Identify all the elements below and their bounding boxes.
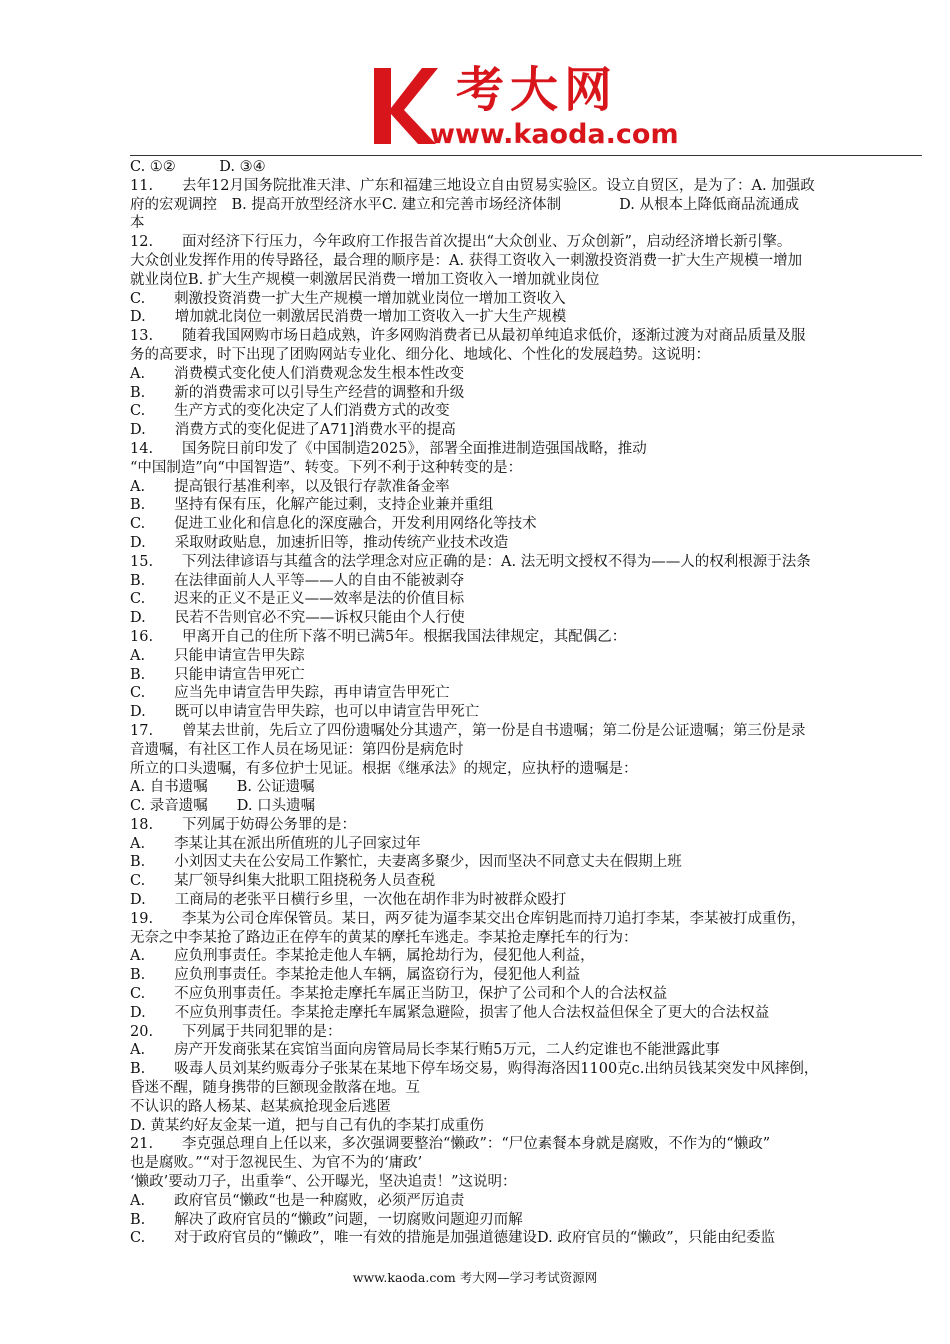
- text-line: B. 坚持有保有压，化解产能过剩，支持企业兼并重组: [130, 497, 494, 514]
- text-line: A. 自书遗嘱 B. 公证遗嘱: [130, 779, 315, 796]
- text-line: 大众创业发挥作用的传导路径，最合理的顺序是：A. 获得工资收入一刺激投资消费一扩大生产规模一增加: [130, 252, 803, 269]
- text-line: C. 录音遗嘱 D. 口头遗嘱: [130, 798, 316, 815]
- text-line: A. 提高银行基准利率，以及银行存款准备金率: [130, 478, 450, 495]
- text-line: B. 解决了政府官员的“懒政”问题，一切腐败问题迎刃而解: [130, 1211, 523, 1228]
- text-line: 就业岗位B. 扩大生产规模一刺激居民消费一增加工资收入一增加就业岗位: [130, 271, 600, 288]
- page-footer: www.kaoda.com 考大网—学习考试资源网: [352, 1270, 598, 1285]
- text-line: 无奈之中李某抢了路边正在停车的黄某的摩托车逃走。李某抢走摩托车的行为：: [130, 929, 638, 946]
- text-line: D. 黄某约好友金某一道，把与自己有仇的李某打成重伤: [130, 1117, 484, 1134]
- text-line: C. 促进工业化和信息化的深度融合，开发利用网络化等技术: [130, 516, 537, 533]
- text-line: D. 采取财政贴息，加速折旧等，推动传统产业技术改造: [130, 534, 509, 551]
- text-line: 务的高要求，时下出现了团购网站专业化、细分化、地域化、个性化的发展趋势。这说明：: [130, 346, 710, 363]
- text-line: A. 李某让其在派出所值班的儿子回家过年: [130, 835, 421, 852]
- text-line: D. 不应负刑事责任。李某抢走摩托车属紧急避险，损害了他人合法权益但保全了更大的合法权益: [130, 1004, 770, 1021]
- text-line: 20. 下列属于共同犯罪的是：: [130, 1023, 342, 1040]
- text-line: 府的宏观调控 B. 提高开放型经济水平C. 建立和完善市场经济体制 D. 从根本上降低商品流通成: [130, 196, 799, 213]
- text-line: 音遗嘱，有社区工作人员在场见证：第四份是病危时: [130, 741, 464, 758]
- text-line: 12. 面对经济下行压力，今年政府工作报告首次提出“大众创业、万众创新”，启动经济增长新引擎。: [130, 234, 792, 251]
- text-line: ‘懒政’要动刀子，出重拳“、公开曝光，坚决追责！”这说明：: [130, 1174, 517, 1191]
- text-line: B. 只能申请宣告甲死亡: [130, 666, 305, 683]
- text-line: 19. 李某为公司仓库保管员。某日，两歹徒为逼李某交出仓库钥匙而持刀追打李某，李某被打成重伤，: [130, 910, 806, 927]
- text-line: D. 消费方式的变化促进了A71]消费水平的提高: [130, 422, 456, 439]
- text-line: C. 不应负刑事责任。李某抢走摩托车属正当防卫，保护了公司和个人的合法权益: [130, 986, 668, 1003]
- text-line: C. 应当先申请宣告甲失踪，再申请宣告甲死亡: [130, 685, 450, 702]
- text-line: C. 生产方式的变化决定了人们消费方式的改变: [130, 403, 450, 420]
- text-line: D. 工商局的老张平日横行乡里，一次他在胡作非为时被群众殴打: [130, 892, 567, 909]
- text-line: C. 迟来的正义不是正义——效率是法的价值目标: [130, 591, 465, 608]
- text-line: A. 房产开发商张某在宾馆当面向房管局局长李某行贿5万元，二人约定谁也不能泄露此事: [130, 1042, 720, 1059]
- text-line: 14. 国务院日前印发了《中国制造2025》，部署全面推进制造强国战略，推动: [130, 440, 647, 457]
- text-line: 18. 下列属于妨碍公务罪的是：: [130, 816, 357, 833]
- kaoda-logo[interactable]: [370, 62, 700, 154]
- text-line: A. 只能申请宣告甲失踪: [130, 647, 305, 664]
- text-line: B. 小刘因丈夫在公安局工作繁忙，夫妻离多聚少，因而坚决不同意丈夫在假期上班: [130, 854, 682, 871]
- text-line: 昏迷不醒，随身携带的巨额现金散落在地。互: [130, 1080, 420, 1097]
- text-line: 17. 曾某去世前，先后立了四份遗嘱处分其遗产，第一份是自书遗嘱；第二份是公证遗嘱；第三份是录: [130, 722, 806, 739]
- text-line: B. 应负刑事责任。李某抢走他人车辆，属盗窃行为，侵犯他人利益: [130, 967, 581, 984]
- text-line: 13. 随着我国网购市场日趋成熟，许多网购消费者已从最初单纯追求低价，逐渐过渡为对商品质量及服: [130, 328, 806, 345]
- text-line: A. 应负刑事责任。李某抢走他人车辆，属抢劫行为，侵犯他人利益，: [130, 948, 595, 965]
- logo-text: 考大网: [456, 62, 619, 118]
- text-line: “中国制造”向“中国智造”、转变。下列不利于这种转变的是：: [130, 459, 523, 476]
- document-body: [130, 158, 925, 1248]
- text-line: 21. 李克强总理自上任以来，多次强调要整治“懒政”：“尸位素餐本身就是腐败，不作为的“懒政”: [130, 1136, 771, 1153]
- text-line: D. 民若不告则官必不究——诉权只能由个人行使: [130, 610, 465, 627]
- text-line: C. 某厂领导纠集大批职工阻挠税务人员查税: [130, 873, 436, 890]
- text-line: D. 增加就北岗位一刺激居民消费一增加工资收入一扩大生产规模: [130, 309, 567, 326]
- text-line: B. 新的消费需求可以引导生产经营的调整和升级: [130, 384, 465, 401]
- k-logo-icon: [370, 64, 438, 148]
- text-line: D. 既可以申请宣告甲失踪，也可以申请宣告甲死亡: [130, 704, 480, 721]
- text-line: C. ①② D. ③④: [130, 159, 266, 175]
- text-line: 不认识的路人杨某、赵某疯抢现金后逃匿: [130, 1098, 391, 1115]
- text-line: B. 吸毒人员刘某约贩毒分子张某在某地下停车场交易，购得海洛因1100克c.出纳员钱某突发中风摔倒，: [130, 1061, 819, 1078]
- text-line: B. 在法律面前人人平等——人的自由不能被剥夺: [130, 572, 465, 589]
- text-line: 所立的口头遗嘱，有多位护士见证。根据《继承法》的规定，应执杼的遗嘱是：: [130, 760, 638, 777]
- header-divider: [130, 155, 922, 156]
- text-line: 也是腐败。”“对于忽视民生、为官不为的‘庸政’: [130, 1155, 423, 1172]
- text-line: 15. 下列法律谚语与其蕴含的法学理念对应正确的是：A. 法无明文授权不得为——人的权利根源于法条: [130, 553, 811, 570]
- text-line: A. 政府官员“懒政“也是一种腐败，必须严厉追责: [130, 1192, 465, 1209]
- logo-url: www.kaoda.com: [430, 119, 679, 150]
- text-line: C. 刺激投资消费一扩大生产规模一增加就业岗位一增加工资收入: [130, 290, 566, 307]
- text-line: A. 消费模式变化使人们消费观念发生根本性改变: [130, 365, 465, 382]
- text-line: C. 对于政府官员的“懒政”，唯一有效的措施是加强道德建设D. 政府官员的“懒政”，只能由纪委监: [130, 1230, 776, 1247]
- text-line: 本: [130, 215, 145, 232]
- text-line: 11. 去年12月国务院批准天津、广东和福建三地设立自由贸易实验区。设立自贸区，是为了：A. 加强政: [130, 177, 815, 194]
- text-line: 16. 甲离开自己的住所下落不明已满5年。根据我国法律规定，其配偶乙：: [130, 628, 627, 645]
